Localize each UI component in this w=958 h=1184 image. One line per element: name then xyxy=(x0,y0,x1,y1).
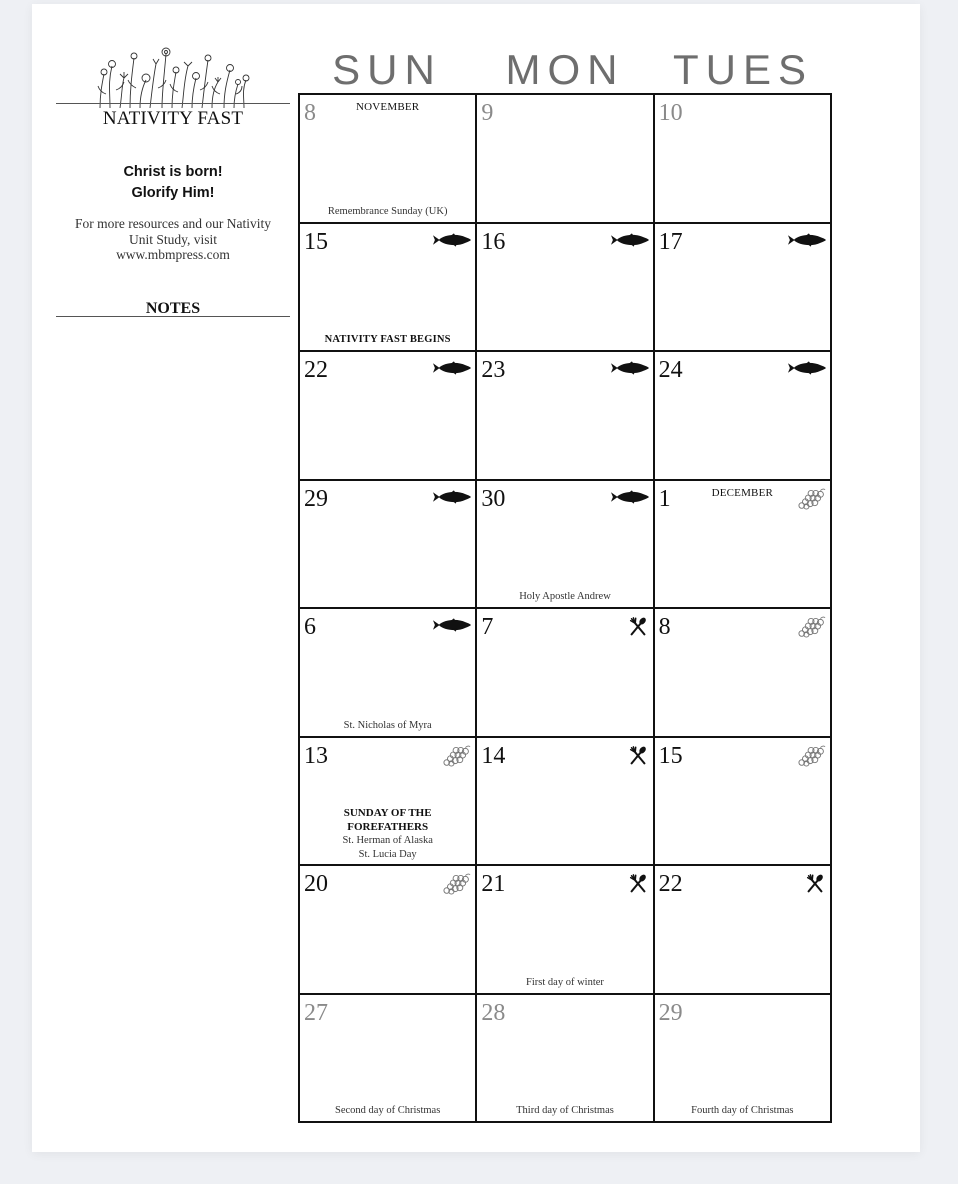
day-number: 15 xyxy=(658,742,683,769)
fish-icon xyxy=(433,233,471,247)
day-number: 1 xyxy=(658,485,671,512)
spoon-fork-icon xyxy=(804,873,826,895)
fish-icon xyxy=(433,361,471,375)
day-cell xyxy=(476,994,653,1123)
day-cell xyxy=(654,737,831,866)
day-note: Second day of Christmas xyxy=(335,1105,441,1116)
day-cell xyxy=(654,480,831,609)
fish-icon xyxy=(611,490,649,504)
day-number: 6 xyxy=(304,614,316,640)
grapes-icon xyxy=(443,745,471,767)
greeting-line-1: Christ is born! xyxy=(123,164,223,180)
calendar-page xyxy=(32,4,920,1152)
day-number: 10 xyxy=(658,100,683,126)
day-cell xyxy=(654,865,831,994)
notes-rule xyxy=(56,316,290,317)
day-cell xyxy=(476,737,653,866)
day-cell xyxy=(654,223,831,352)
day-number: 8 xyxy=(304,100,316,126)
day-number: 20 xyxy=(304,871,328,897)
feast-notes xyxy=(302,806,473,862)
grapes-icon xyxy=(798,745,826,767)
day-cell xyxy=(299,608,476,737)
feast-line: St. Herman of Alaska xyxy=(342,835,433,846)
weekday-sun: SUN xyxy=(332,46,442,93)
day-number: 30 xyxy=(481,485,506,512)
day-number: 14 xyxy=(481,742,506,769)
day-number: 22 xyxy=(658,871,683,897)
day-note: Holy Apostle Andrew xyxy=(519,591,611,602)
day-number: 29 xyxy=(304,485,328,512)
greeting-line-2: Glorify Him! xyxy=(131,185,215,201)
day-cell xyxy=(299,994,476,1123)
day-number: 9 xyxy=(481,100,494,126)
day-cell xyxy=(476,223,653,352)
sidebar-title: NATIVITY FAST xyxy=(102,108,244,129)
day-number: 23 xyxy=(481,357,506,383)
day-cell xyxy=(476,608,653,737)
fish-icon xyxy=(788,233,826,247)
day-number: 28 xyxy=(481,999,506,1026)
day-cell xyxy=(476,480,653,609)
day-cell xyxy=(476,351,653,480)
day-cell xyxy=(299,737,476,866)
wildflower-illustration xyxy=(92,44,252,108)
fish-icon xyxy=(788,361,826,375)
month-label: NOVEMBER xyxy=(356,101,420,113)
resources-text: For more resources and our Nativity Unit Study, visit www.mbmpress.com xyxy=(74,216,272,262)
grapes-icon xyxy=(798,488,826,510)
day-cell xyxy=(299,865,476,994)
day-number: 15 xyxy=(304,228,328,255)
spoon-fork-icon xyxy=(627,873,649,895)
fish-icon xyxy=(611,233,649,247)
day-cell xyxy=(476,94,653,223)
day-cell xyxy=(476,865,653,994)
day-number: 21 xyxy=(481,871,506,897)
day-cell xyxy=(299,351,476,480)
fish-icon xyxy=(433,618,471,632)
day-number: 7 xyxy=(481,614,494,640)
day-note: St. Nicholas of Myra xyxy=(343,719,432,731)
weekday-tues: TUES xyxy=(672,46,813,93)
day-note: Third day of Christmas xyxy=(516,1105,614,1116)
feast-line: St. Lucia Day xyxy=(358,849,417,860)
day-number: 29 xyxy=(658,999,683,1026)
day-cell xyxy=(299,94,476,223)
grapes-icon xyxy=(798,616,826,638)
day-note: Fourth day of Christmas xyxy=(691,1105,794,1116)
notes-title: NOTES xyxy=(145,300,201,317)
day-number: 13 xyxy=(304,742,328,769)
day-cell xyxy=(299,480,476,609)
day-number: 27 xyxy=(304,999,328,1026)
day-number: 17 xyxy=(658,228,683,255)
day-cell xyxy=(654,94,831,223)
day-cell xyxy=(654,994,831,1123)
fish-icon xyxy=(611,361,649,375)
spoon-fork-icon xyxy=(627,745,649,767)
spoon-fork-icon xyxy=(627,616,649,638)
day-number: 22 xyxy=(304,357,328,383)
feast-title: SUNDAY OF THE FOREFATHERS xyxy=(343,807,432,833)
weekday-mon: MON xyxy=(505,46,625,93)
greeting xyxy=(56,162,290,204)
day-cell xyxy=(299,223,476,352)
calendar-grid xyxy=(298,93,832,1123)
day-number: 8 xyxy=(658,614,671,640)
day-note: First day of winter xyxy=(526,976,604,988)
day-cell xyxy=(654,351,831,480)
day-cell xyxy=(654,608,831,737)
day-note: Remembrance Sunday (UK) xyxy=(327,205,448,217)
grapes-icon xyxy=(443,873,471,895)
fish-icon xyxy=(433,490,471,504)
title-top-rule xyxy=(56,103,290,104)
day-number: 24 xyxy=(658,357,683,383)
day-note: NATIVITY FAST BEGINS xyxy=(324,334,451,345)
day-number: 16 xyxy=(481,228,506,255)
month-label: DECEMBER xyxy=(711,486,774,499)
